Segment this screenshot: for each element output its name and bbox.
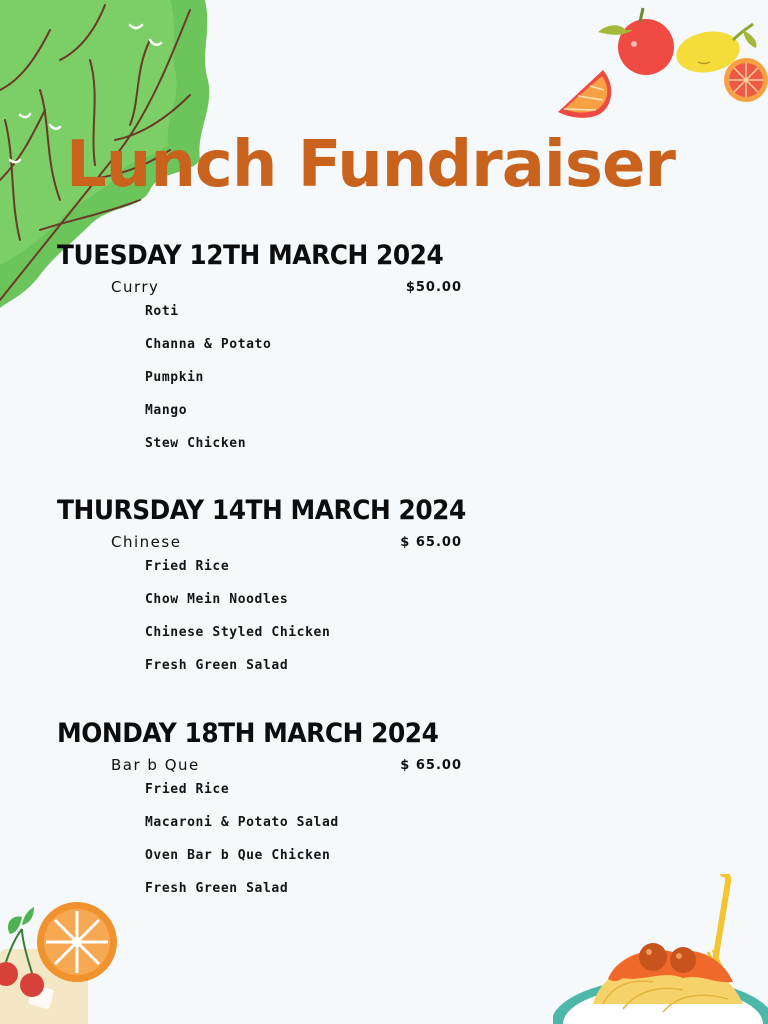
juice-drink-illustration [0,899,125,1024]
page-title: Lunch Fundraiser [66,128,675,202]
fruits-illustration [548,0,768,125]
menu-item: Fresh Green Salad [145,658,289,673]
menu-item: Chow Mein Noodles [145,592,289,607]
menu-item: Oven Bar b Que Chicken [145,848,331,863]
menu-item: Mango [145,403,188,418]
price-label: $ 65.00 [400,535,462,550]
menu-item: Fried Rice [145,782,230,797]
menu-item: Macaroni & Potato Salad [145,815,339,830]
day-heading: THURSDAY 14TH MARCH 2024 [57,495,466,526]
price-label: $50.00 [405,280,462,295]
menu-item: Fried Rice [145,559,230,574]
price-label: $ 65.00 [400,758,462,773]
menu-item: Stew Chicken [145,436,247,451]
menu-item: Fresh Green Salad [145,881,289,896]
menu-item: Roti [145,304,179,319]
menu-item-list [145,557,330,689]
menu-item: Pumpkin [145,370,204,385]
spaghetti-plate-illustration [553,874,768,1024]
menu-item: Chinese Styled Chicken [145,625,331,640]
menu-item: Channa & Potato [145,337,272,352]
menu-item-list [145,780,339,912]
menu-item-list [145,302,271,467]
cuisine-label: Bar b Que [111,756,200,774]
cuisine-label: Curry [111,278,160,296]
day-heading: TUESDAY 12TH MARCH 2024 [57,240,444,271]
cuisine-label: Chinese [111,533,182,551]
day-heading: MONDAY 18TH MARCH 2024 [57,718,439,749]
